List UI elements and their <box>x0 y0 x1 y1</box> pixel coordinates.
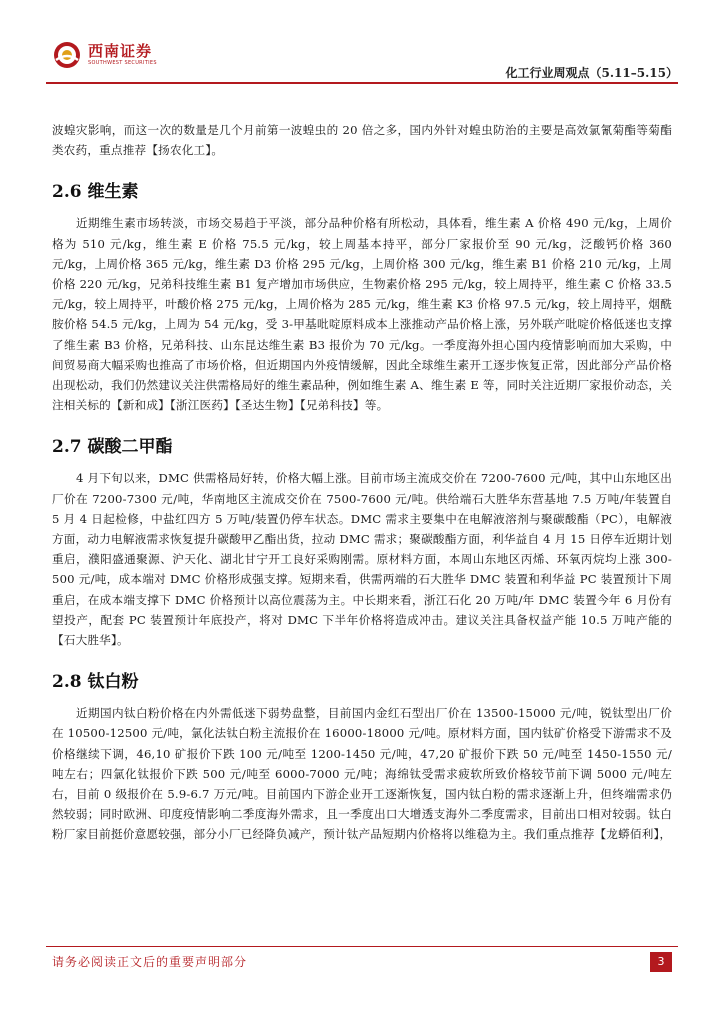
page-header <box>46 30 678 82</box>
logo-emblem-icon <box>52 40 82 70</box>
report-title: 化工行业周观点（5.11–5.15） <box>505 66 678 80</box>
main-content <box>52 120 672 845</box>
section-body-dmc: 4 月下旬以来，DMC 供需格局好转，价格大幅上涨。目前市场主流成交价在 7200-7600 元/吨，其中山东地区出厂价在 7200-7300 元/吨，华南地区主流成交价在 7500-7600 元/吨。供给端石大胜华东营基地 7.5 万吨/年装置自 5 月 4 日起检修，中盐红四方 5 万吨/装置仍停车状态。DMC 需求主要集中在电解液溶剂与聚碳酸酯（PC），电解液方面，动力电解液需求恢复提升碳酸甲乙酯出货，拉动 DMC 需求；聚碳酸酯方面，利华益自 4 月 15 日停车近期计划重启，濮阳盛通聚源、沪天化、湖北甘宁开工良好采购刚需。原材料方面，本周山东地区丙烯、环氧丙烷均上涨 300-500 元/吨，成本端对 DMC 价格形成强支撑。短期来看，供需两端的石大胜华 DMC 装置和利华益 PC 装置预计下周重启，在成本端支撑下 DMC 价格预计以高位震荡为主。中长期来看，浙江石化 20 万吨/年 DMC 装置今年 6 月份有望投产，配套 PC 装置预计年底投产，将对 DMC 下半年价格将造成冲击。建议关注具备权益产能 10.5 万吨产能的【石大胜华】。 <box>52 471 672 648</box>
logo-english-name: SOUTHWEST SECURITIES <box>88 60 157 66</box>
page-number: 3 <box>650 952 672 972</box>
header-divider <box>46 82 678 84</box>
section-heading-vitamins: 2.6 维生素 <box>52 182 139 203</box>
brand-logo <box>52 40 157 70</box>
disclaimer-notice: 请务必阅读正文后的重要声明部分 <box>52 955 248 969</box>
section-heading-titanium-dioxide: 2.8 钛白粉 <box>52 672 139 693</box>
section-body-vitamins: 近期维生素市场转淡，市场交易趋于平淡，部分品种价格有所松动，具体看，维生素 A 价格 490 元/kg，上周价格为 510 元/kg，维生素 E 价格 75.5 元/kg，较上周基本持平，部分厂家报价至 90 元/kg，泛酸钙价格 360 元/kg，上周价格 365 元/kg，维生素 D3 价格 295 元/kg，上周价格 300 元/kg，维生素 B1 价格 210 元/kg，上周价格 220 元/kg，兄弟科技维生素 B1 复产增加市场供应，生物素价格 295 元/kg，较上周持平，维生素 C 价格 33.5 元/kg，较上周持平，叶酸价格 275 元/kg，上周价格为 285 元/kg，维生素 K3 价格 97.5 元/kg，较上周持平，烟酰胺价格 54.5 元/kg，上周为 54 元/kg，受 3-甲基吡啶原料成本上涨推动产品价格上涨，另外联产吡啶价格低迷也支撑了维生素 B3 价格，兄弟科技、山东昆达维生素 B3 报价为 70 元/kg。一季度海外担心国内疫情影响而加大采购，中间贸易商大幅采购也推高了市场价格，但近期国内外疫情缓解，因此全球维生素开工逐步恢复正常，因此部分产品价格出现松动，我们仍然建议关注供需格局好的维生素品种，例如维生素 A、维生素 E 等，同时关注近期厂家报价动态，关注相关标的【新和成】【浙江医药】【圣达生物】【兄弟科技】等。 <box>52 216 672 413</box>
intro-paragraph: 波蝗灾影响，而这一次的数量是几个月前第一波蝗虫的 20 倍之多，国内外针对蝗虫防治的主要是高效氯氰菊酯等菊酯类农药，重点推荐【扬农化工】。 <box>52 123 672 158</box>
logo-chinese-name: 西南证券 <box>88 42 153 60</box>
footer-divider <box>46 946 678 947</box>
section-body-titanium-dioxide: 近期国内钛白粉价格在内外需低迷下弱势盘整，目前国内金红石型出厂价在 13500-15000 元/吨，锐钛型出厂价在 10500-12500 元/吨，氯化法钛白粉主流报价在 16000-18000 元/吨。原材料方面，国内钛矿价格受下游需求不及价格继续下调，46,10 矿报价下跌 100 元/吨至 1200-1450 元/吨，47,20 矿报价下跌 50 元/吨至 1450-1550 元/吨左右；四氯化钛报价下跌 500 元/吨至 6000-7000 元/吨；海绵钛受需求疲软所致价格较节前下调 5000 元/吨左右，目前 0 级报价在 5.9-6.7 万元/吨。目前国内下游企业开工逐渐恢复，国内钛白粉的需求逐渐上升，但终端需求仍然较弱；同时欧洲、印度疫情影响二季度海外需求，且一季度出口大增透支海外二季度需求，目前出口相对较弱。钛白粉厂家目前挺价意愿较强，部分小厂已经降负减产，预计钛产品短期内价格将以维稳为主。我们重点推荐【龙蟒佰利】， <box>52 706 672 842</box>
section-heading-dmc: 2.7 碳酸二甲酯 <box>52 437 173 458</box>
